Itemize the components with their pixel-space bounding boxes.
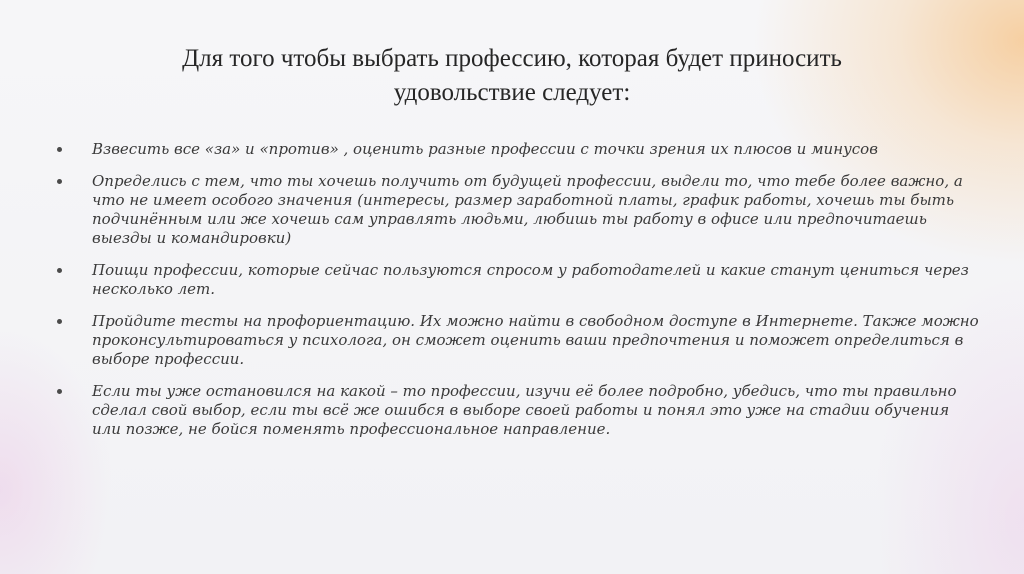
bullet-icon [57, 147, 62, 152]
bullet-item [50, 382, 980, 439]
bullet-text: Поищи профессии, которые сейчас пользуются спросом у работодателей и какие станут цениться через несколько лет. [92, 261, 969, 298]
bullet-text: Пройдите тесты на профориентацию. Их можно найти в свободном доступе в Интернете. Также можно проконсультироваться у психолога, он сможет оценить ваши предпочтения и поможет определиться в выборе профессии. [92, 312, 979, 368]
bullet-text: Если ты уже остановился на какой – то профессии, изучи её более подробно, убедись, что ты правильно сделал свой выбор, если ты всё же ошибся в выборе своей работы и понял это уже на стадии обучения или позже, не бойся поменять профессиональное направление. [92, 382, 957, 438]
bullet-icon [57, 268, 62, 273]
bullet-list [50, 140, 980, 452]
slide-title [0, 42, 1024, 110]
bullet-icon [57, 319, 62, 324]
bullet-text: Определись с тем, что ты хочешь получить от будущей профессии, выдели то, что тебе более важно, а что не имеет особого значения (интересы, размер заработной платы, график работы, хочешь ты быть подчинённым или же хочешь сам управлять людьми, любишь ты работу в офисе или предпочитаешь выезды и командировки) [92, 172, 963, 247]
bullet-item [50, 312, 980, 369]
bullet-icon [57, 179, 62, 184]
bullet-item [50, 140, 980, 159]
slide-title-line-2: удовольствие следует: [393, 79, 631, 106]
slide-title-line-1: Для того чтобы выбрать профессию, которая будет приносить [182, 45, 842, 72]
bullet-item [50, 172, 980, 248]
bullet-item [50, 261, 980, 299]
bullet-text: Взвесить все «за» и «против» , оценить разные профессии с точки зрения их плюсов и минусов [92, 140, 878, 158]
bullet-icon [57, 389, 62, 394]
